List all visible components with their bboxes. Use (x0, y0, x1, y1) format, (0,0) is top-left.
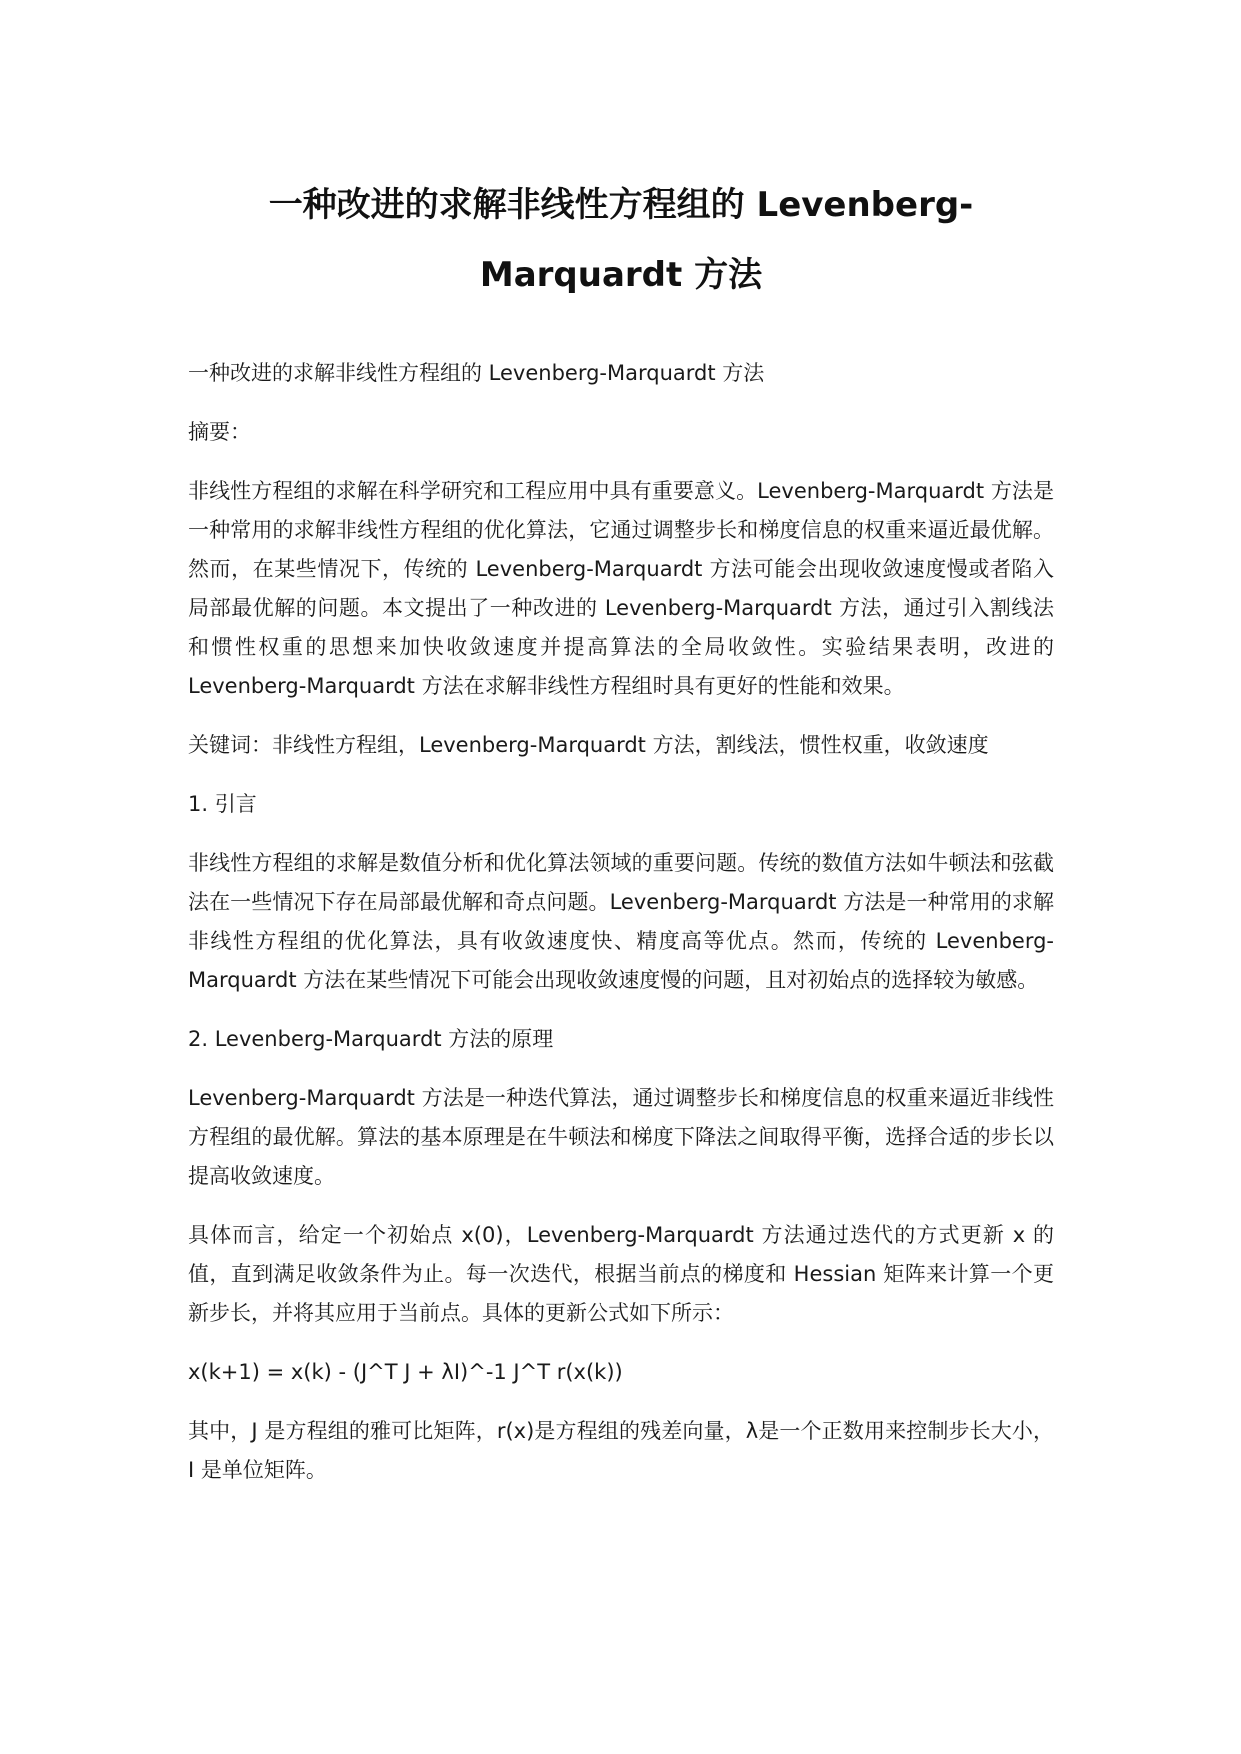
section-heading-principle: 2. Levenberg-Marquardt 方法的原理 (188, 1027, 554, 1051)
symbol-definition-paragraph: 其中，J 是方程组的雅可比矩阵，r(x)是方程组的残差向量，λ是一个正数用来控制步长大小，I 是单位矩阵。 (188, 1419, 1054, 1482)
abstract-paragraph: 非线性方程组的求解在科学研究和工程应用中具有重要意义。Levenberg-Marquardt 方法是一种常用的求解非线性方程组的优化算法，它通过调整步长和梯度信息的权重来逼近最优解。然而，在某些情况下，传统的 Levenberg-Marquardt 方法可能会出现收敛速度慢或者陷入局部最优解的问题。本文提出了一种改进的 Levenberg-Marquardt 方法，通过引入割线法和惯性权重的思想来加快收敛速度并提高算法的全局收敛性。实验结果表明，改进的 Levenberg-Marquardt 方法在求解非线性方程组时具有更好的性能和效果。 (188, 479, 1054, 698)
principle-paragraph: Levenberg-Marquardt 方法是一种迭代算法，通过调整步长和梯度信息的权重来逼近非线性方程组的最优解。算法的基本原理是在牛顿法和梯度下降法之间取得平衡，选择合适的步长以提高收敛速度。 (188, 1086, 1054, 1188)
document-subtitle: 一种改进的求解非线性方程组的 Levenberg-Marquardt 方法 (188, 361, 765, 385)
section-heading-introduction: 1. 引言 (188, 792, 257, 816)
keywords-line: 关键词：非线性方程组，Levenberg-Marquardt 方法，割线法，惯性权重，收敛速度 (188, 733, 989, 757)
introduction-paragraph: 非线性方程组的求解是数值分析和优化算法领域的重要问题。传统的数值方法如牛顿法和弦截法在一些情况下存在局部最优解和奇点问题。Levenberg-Marquardt 方法是一种常用的求解非线性方程组的优化算法，具有收敛速度快、精度高等优点。然而，传统的 Levenberg-Marquardt 方法在某些情况下可能会出现收敛速度慢的问题，且对初始点的选择较为敏感。 (188, 851, 1054, 992)
abstract-label: 摘要： (188, 420, 251, 444)
update-description-paragraph: 具体而言，给定一个初始点 x(0)，Levenberg-Marquardt 方法通过迭代的方式更新 x 的值，直到满足收敛条件为止。每一次迭代，根据当前点的梯度和 Hessian 矩阵来计算一个更新步长，并将其应用于当前点。具体的更新公式如下所示： (188, 1223, 1054, 1325)
document-title: 一种改进的求解非线性方程组的 Levenberg-Marquardt 方法 (268, 185, 974, 295)
update-formula: x(k+1) = x(k) - (J^T J + λI)^-1 J^T r(x(k)) (188, 1360, 623, 1384)
document-body (188, 354, 1054, 1510)
